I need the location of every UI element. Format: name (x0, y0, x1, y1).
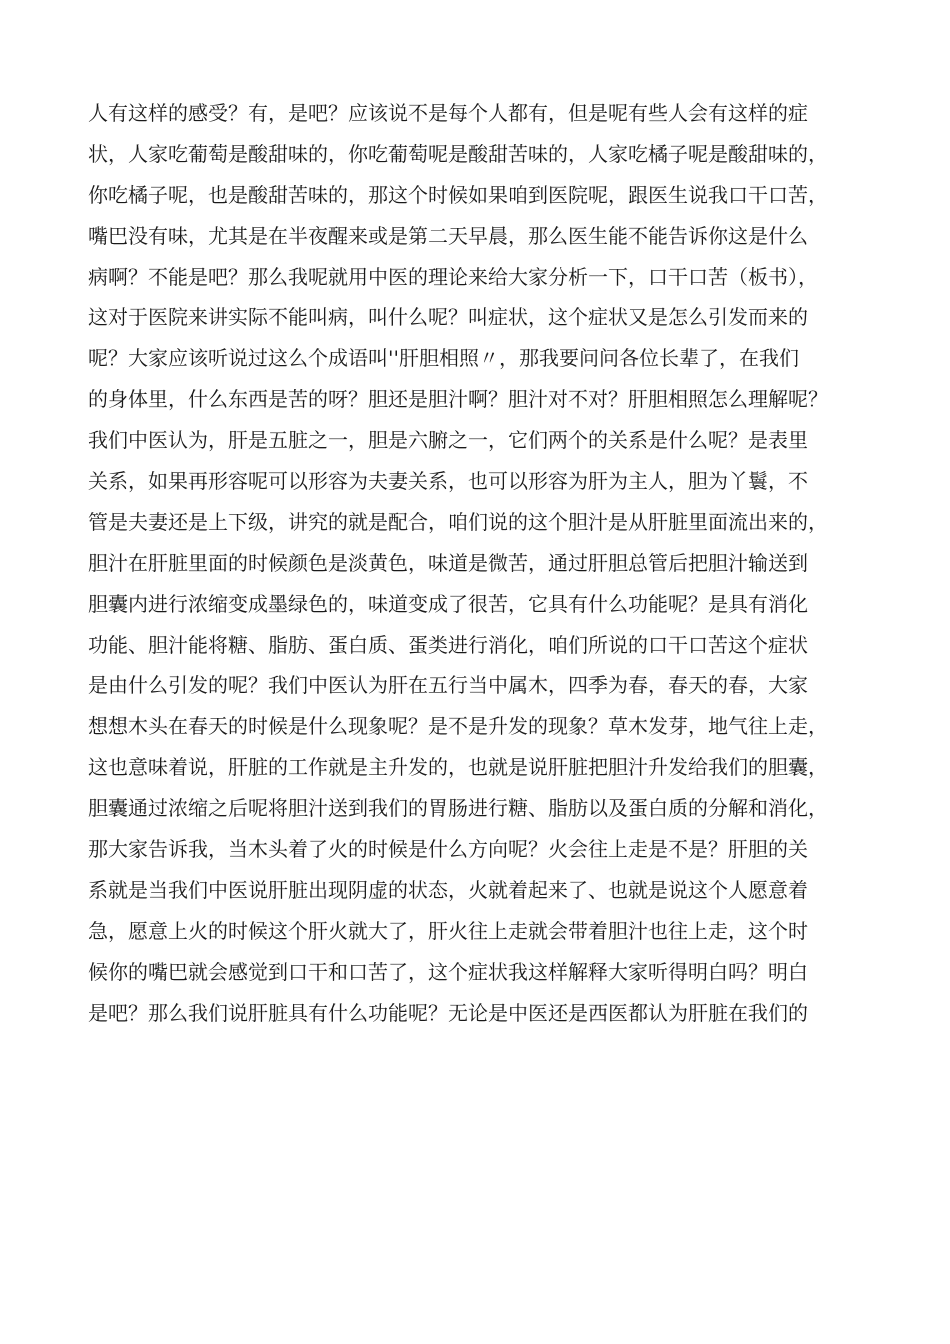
text-line: 急，愿意上火的时候这个肝火就大了，肝火往上走就会带着胆汁也往上走，这个时 (88, 918, 808, 943)
text-line: 是由什么引发的呢？我们中医认为肝在五行当中属木，四季为春，春天的春，大家 (88, 673, 808, 698)
text-line: 呢？大家应该听说过这么个成语叫''肝胆相照〃，那我要问问各位长辈了，在我们 (88, 346, 799, 371)
text-line: 病啊？不能是吧？那么我呢就用中医的理论来给大家分析一下，口干口苦（板书）， (88, 264, 818, 289)
text-line: 是吧？那么我们说肝脏具有什么功能呢？无论是中医还是西医都认为肝脏在我们的 (88, 1000, 808, 1025)
text-line: 想想木头在春天的时候是什么现象呢？是不是升发的现象？草木发芽，地气往上走， (88, 714, 828, 739)
text-line: 人有这样的感受？有，是吧？应该说不是每个人都有，但是呢有些人会有这样的症 (88, 101, 808, 125)
text-line: 这也意味着说，肝脏的工作就是主升发的，也就是说肝脏把胆汁升发给我们的胆囊， (88, 755, 828, 780)
text-line: 那大家告诉我，当木头着了火的时候是什么方向呢？火会往上走是不是？肝胆的关 (88, 837, 808, 862)
text-line: 关系，如果再形容呢可以形容为夫妻关系，也可以形容为肝为主人，胆为丫鬟，不 (88, 469, 808, 494)
text-line: 胆囊通过浓缩之后呢将胆汁送到我们的胃肠进行糖、脂肪以及蛋白质的分解和消化， (88, 796, 828, 821)
text-line: 我们中医认为，肝是五脏之一，胆是六腑之一，它们两个的关系是什么呢？是表里 (88, 428, 808, 453)
text-line: 管是夫妻还是上下级，讲究的就是配合，咱们说的这个胆汁是从肝脏里面流出来的， (88, 509, 828, 534)
text-line: 胆汁在肝脏里面的时候颜色是淡黄色，味道是微苦，通过肝胆总管后把胆汁输送到 (88, 550, 808, 575)
text-line: 的身体里，什么东西是苦的呀？胆还是胆汁啊？胆汁对不对？肝胆相照怎么理解呢？ (88, 387, 828, 412)
body-text (88, 93, 878, 1033)
text-line: 嘴巴没有味，尤其是在半夜醒来或是第二天早晨，那么医生能不能告诉你这是什么 (88, 223, 808, 248)
text-line: 系就是当我们中医说肝脏出现阴虚的状态，火就着起来了、也就是说这个人愿意着 (88, 877, 808, 902)
text-line: 功能、胆汁能将糖、脂肪、蛋白质、蛋类进行消化，咱们所说的口干口苦这个症状 (88, 632, 808, 657)
text-line: 胆囊内进行浓缩变成墨绿色的，味道变成了很苦，它具有什么功能呢？是具有消化 (88, 591, 808, 616)
text-line: 你吃橘子呢，也是酸甜苦味的，那这个时候如果咱到医院呢，跟医生说我口干口苦， (88, 182, 828, 207)
text-line: 这对于医院来讲实际不能叫病，叫什么呢？叫症状，这个症状又是怎么引发而来的 (88, 305, 808, 330)
text-line: 状，人家吃葡萄是酸甜味的，你吃葡萄呢是酸甜苦味的，人家吃橘子呢是酸甜味的， (88, 141, 828, 166)
text-line: 候你的嘴巴就会感觉到口干和口苦了，这个症状我这样解释大家听得明白吗？明白 (88, 959, 808, 984)
